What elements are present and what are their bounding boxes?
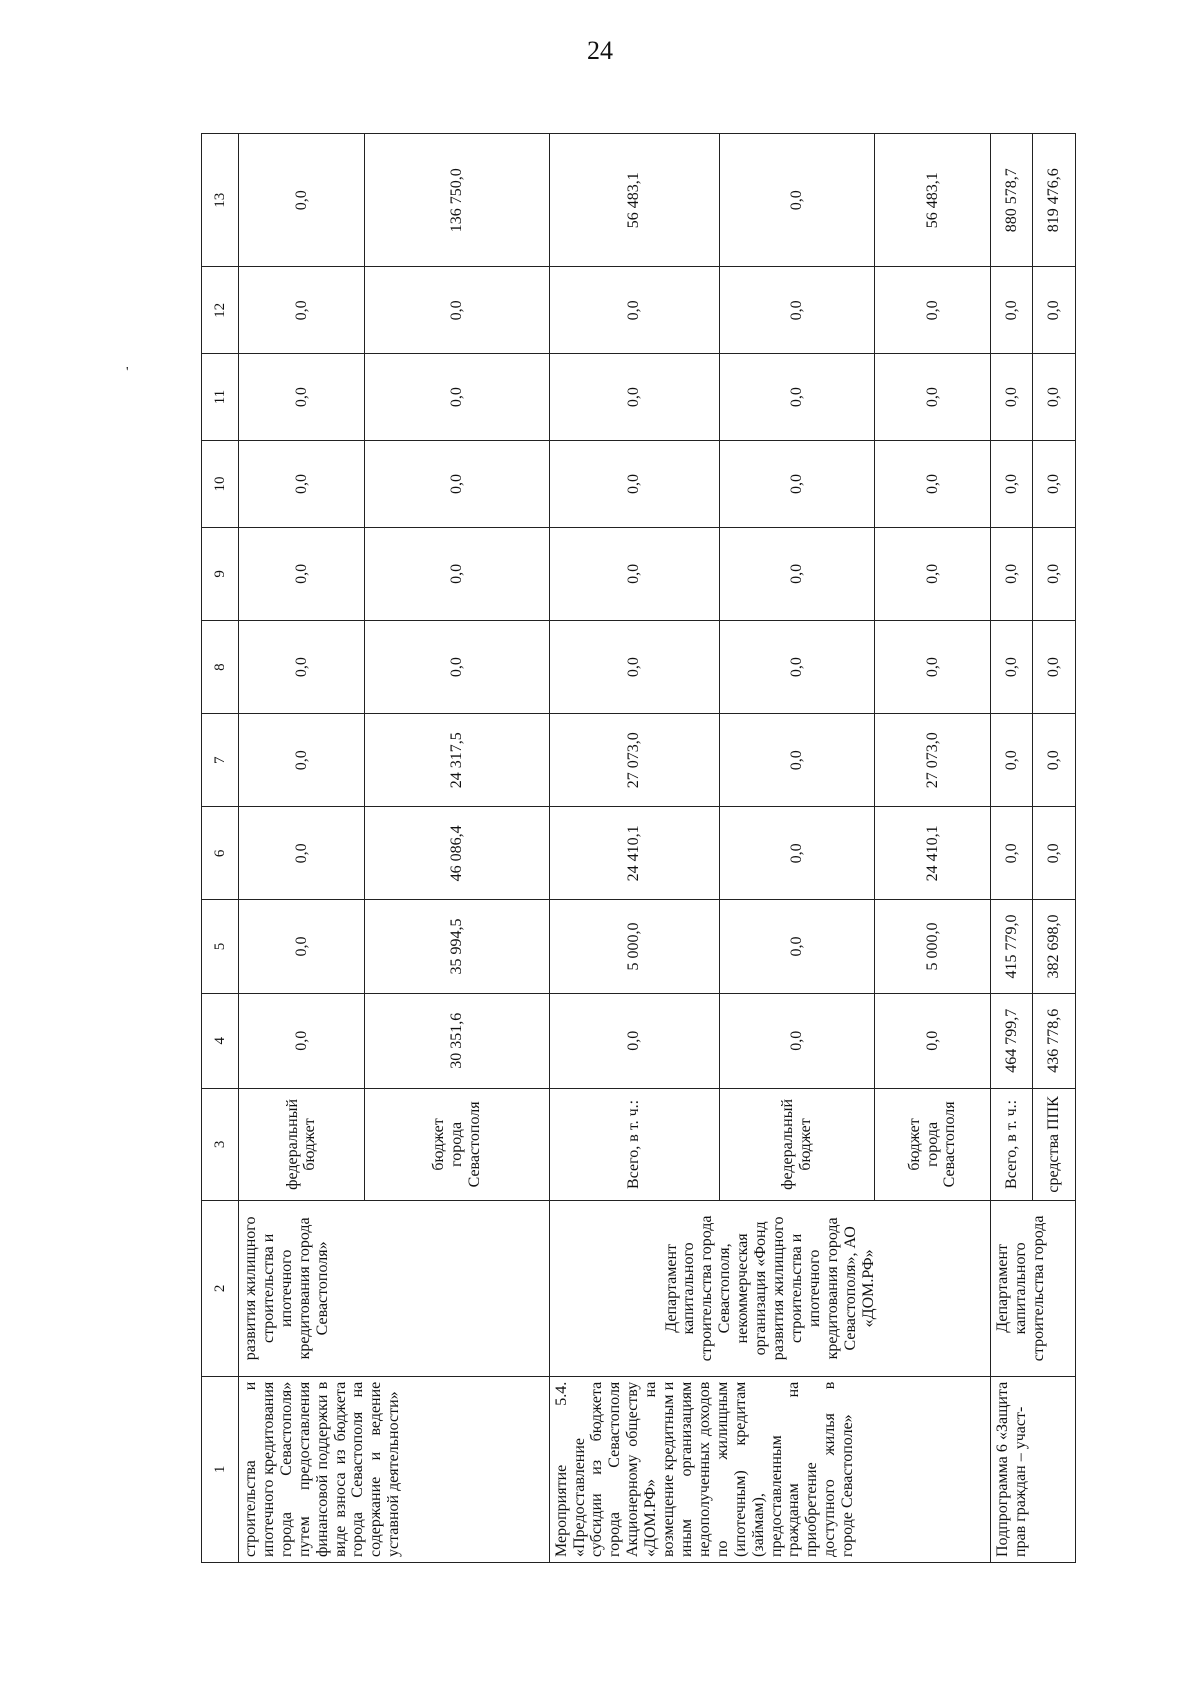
col-header: 4 bbox=[202, 993, 239, 1088]
value-cell: 0,0 bbox=[719, 714, 874, 807]
col-header: 2 bbox=[202, 1201, 239, 1377]
value-cell: 0,0 bbox=[719, 441, 874, 528]
value-cell: 0,0 bbox=[719, 993, 874, 1088]
value-cell: 56 483,1 bbox=[549, 134, 719, 267]
value-cell: 0,0 bbox=[991, 807, 1032, 900]
value-cell: 0,0 bbox=[1032, 441, 1075, 528]
value-cell: 415 779,0 bbox=[991, 900, 1032, 993]
value-cell: 0,0 bbox=[549, 993, 719, 1088]
col-header: 9 bbox=[202, 527, 239, 620]
col-header: 3 bbox=[202, 1088, 239, 1200]
col-header: 7 bbox=[202, 714, 239, 807]
col-header: 8 bbox=[202, 620, 239, 713]
funding-source: федеральный бюджет bbox=[719, 1088, 874, 1200]
page-number: 24 bbox=[587, 36, 613, 65]
activity-description: Подпрограмма 6 «Защита прав граждан – участ- bbox=[991, 1376, 1076, 1562]
value-cell: 0,0 bbox=[1032, 807, 1075, 900]
col-header: 5 bbox=[202, 900, 239, 993]
value-cell: 0,0 bbox=[991, 354, 1032, 441]
value-cell: 0,0 bbox=[239, 354, 365, 441]
value-cell: 46 086,4 bbox=[364, 807, 549, 900]
value-cell: 27 073,0 bbox=[549, 714, 719, 807]
value-cell: 0,0 bbox=[549, 354, 719, 441]
value-cell: 0,0 bbox=[874, 354, 991, 441]
value-cell: 5 000,0 bbox=[874, 900, 991, 993]
value-cell: 0,0 bbox=[1032, 620, 1075, 713]
value-cell: 0,0 bbox=[239, 620, 365, 713]
value-cell: 0,0 bbox=[1032, 267, 1075, 354]
value-cell: 0,0 bbox=[239, 993, 365, 1088]
value-cell: 0,0 bbox=[991, 267, 1032, 354]
funding-source: бюджет города Севастополя bbox=[874, 1088, 991, 1200]
value-cell: 0,0 bbox=[719, 620, 874, 713]
table-row bbox=[239, 134, 365, 1563]
value-cell: 0,0 bbox=[719, 807, 874, 900]
value-cell: 0,0 bbox=[364, 441, 549, 528]
col-header: 6 bbox=[202, 807, 239, 900]
col-header: 1 bbox=[202, 1376, 239, 1562]
value-cell: 0,0 bbox=[549, 527, 719, 620]
value-cell: 0,0 bbox=[874, 441, 991, 528]
value-cell: 0,0 bbox=[549, 620, 719, 713]
value-cell: 24 410,1 bbox=[549, 807, 719, 900]
value-cell: 0,0 bbox=[991, 527, 1032, 620]
table-row bbox=[991, 134, 1032, 1563]
responsible-executor: развития жилищного строительства и ипотечного кредитования города Севастополя» bbox=[239, 1201, 550, 1377]
funding-source: бюджет города Севастополя bbox=[364, 1088, 549, 1200]
activity-description: строительства и ипотечного кредитования города Севастополя» путем предоставления финансовой поддержки в виде взноса из бюджета города Севастополя на содержание и ведение уставной деятельности» bbox=[239, 1376, 550, 1562]
scan-speck: ' bbox=[126, 365, 129, 380]
value-cell: 27 073,0 bbox=[874, 714, 991, 807]
value-cell: 0,0 bbox=[719, 267, 874, 354]
value-cell: 35 994,5 bbox=[364, 900, 549, 993]
value-cell: 0,0 bbox=[991, 441, 1032, 528]
value-cell: 0,0 bbox=[239, 900, 365, 993]
value-cell: 0,0 bbox=[874, 267, 991, 354]
value-cell: 819 476,6 bbox=[1032, 134, 1075, 267]
value-cell: 30 351,6 bbox=[364, 993, 549, 1088]
value-cell: 0,0 bbox=[364, 354, 549, 441]
value-cell: 0,0 bbox=[1032, 714, 1075, 807]
value-cell: 0,0 bbox=[991, 714, 1032, 807]
rotated-table-container bbox=[201, 133, 1076, 1563]
value-cell: 0,0 bbox=[1032, 527, 1075, 620]
value-cell: 0,0 bbox=[239, 441, 365, 528]
value-cell: 436 778,6 bbox=[1032, 993, 1075, 1088]
value-cell: 0,0 bbox=[874, 993, 991, 1088]
value-cell: 0,0 bbox=[719, 134, 874, 267]
col-header: 10 bbox=[202, 441, 239, 528]
value-cell: 0,0 bbox=[549, 441, 719, 528]
col-header: 12 bbox=[202, 267, 239, 354]
value-cell: 0,0 bbox=[364, 527, 549, 620]
funding-source: средства ППК bbox=[1032, 1088, 1075, 1200]
budget-table bbox=[201, 133, 1076, 1563]
value-cell: 0,0 bbox=[719, 527, 874, 620]
value-cell: 0,0 bbox=[239, 267, 365, 354]
value-cell: 0,0 bbox=[549, 267, 719, 354]
col-header: 11 bbox=[202, 354, 239, 441]
value-cell: 0,0 bbox=[991, 620, 1032, 713]
value-cell: 0,0 bbox=[719, 900, 874, 993]
value-cell: 464 799,7 bbox=[991, 993, 1032, 1088]
value-cell: 0,0 bbox=[364, 267, 549, 354]
value-cell: 0,0 bbox=[239, 134, 365, 267]
table-row bbox=[549, 134, 719, 1563]
funding-source: Всего, в т. ч.: bbox=[991, 1088, 1032, 1200]
responsible-executor: Департамент капитального строительства города Севастополя, некоммерческая организация «Фонд развития жилищного строительства и ипотечного кредитования города Севастополя», АО «ДОМ.РФ» bbox=[549, 1201, 991, 1377]
value-cell: 0,0 bbox=[874, 620, 991, 713]
value-cell: 24 410,1 bbox=[874, 807, 991, 900]
value-cell: 0,0 bbox=[239, 714, 365, 807]
activity-description: Мероприятие 5.4. «Предоставление субсидии из бюджета города Севастополя Акционерному обществу «ДОМ.РФ» на возмещение кредитным и иным организациям недополученных доходов по жилищным (ипотечным) кредитам (займам), предоставленным гражданам на приобретение доступного жилья в городе Севастополе» bbox=[549, 1376, 991, 1562]
value-cell: 0,0 bbox=[719, 354, 874, 441]
funding-source: федеральный бюджет bbox=[239, 1088, 365, 1200]
value-cell: 0,0 bbox=[364, 620, 549, 713]
responsible-executor: Департамент капитального строительства города bbox=[991, 1201, 1076, 1377]
value-cell: 24 317,5 bbox=[364, 714, 549, 807]
value-cell: 0,0 bbox=[239, 527, 365, 620]
col-header: 13 bbox=[202, 134, 239, 267]
column-numbers-row bbox=[202, 134, 239, 1563]
value-cell: 5 000,0 bbox=[549, 900, 719, 993]
value-cell: 880 578,7 bbox=[991, 134, 1032, 267]
value-cell: 0,0 bbox=[874, 527, 991, 620]
value-cell: 136 750,0 bbox=[364, 134, 549, 267]
value-cell: 0,0 bbox=[1032, 354, 1075, 441]
funding-source: Всего, в т. ч.: bbox=[549, 1088, 719, 1200]
value-cell: 0,0 bbox=[239, 807, 365, 900]
value-cell: 56 483,1 bbox=[874, 134, 991, 267]
value-cell: 382 698,0 bbox=[1032, 900, 1075, 993]
